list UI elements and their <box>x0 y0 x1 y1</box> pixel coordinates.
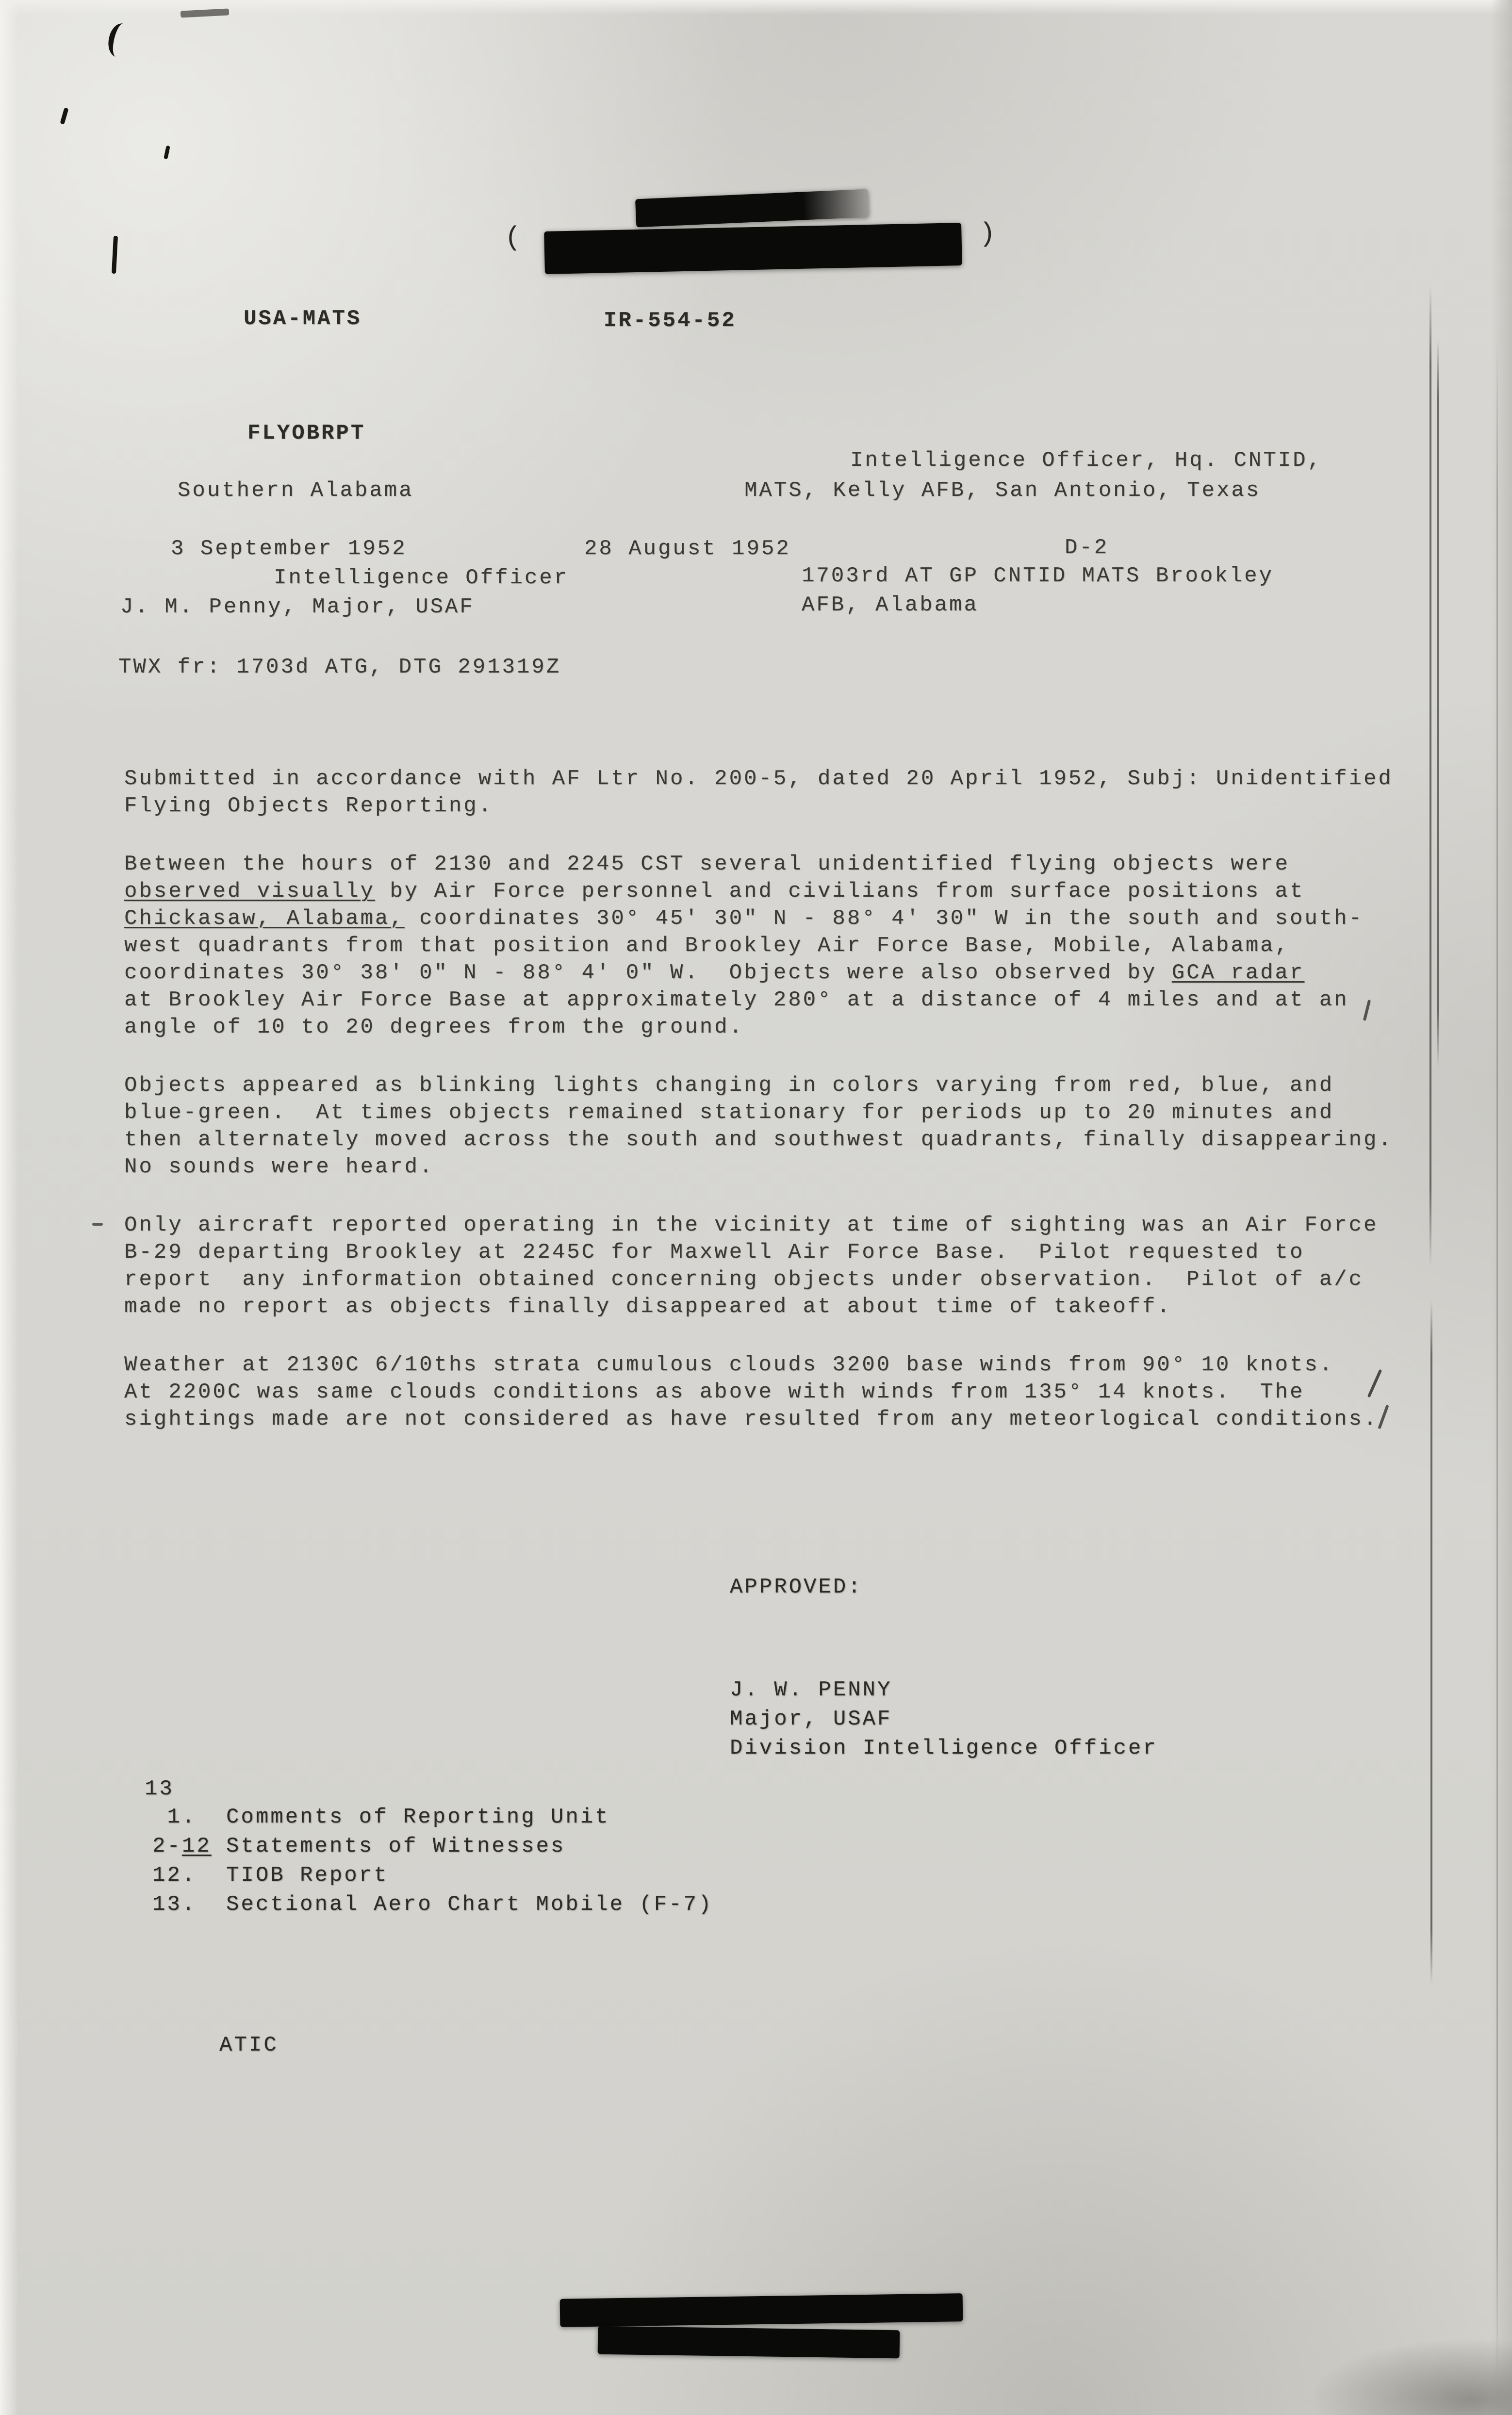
unit-line-2: AFB, Alabama <box>802 593 979 617</box>
text-line <box>124 1101 1444 1128</box>
twx-reference: TWX fr: 1703d ATG, DTG 291319Z <box>118 655 561 679</box>
redaction-bar-bottom-2 <box>598 2326 900 2359</box>
sighting-location: Southern Alabama <box>178 478 414 503</box>
scan-edge-right <box>1491 0 1512 2415</box>
footer-org: ATIC <box>219 2033 279 2057</box>
text-line <box>152 1892 713 1922</box>
text-segment: at Brookley Air Force Base at approximately 280° at a distance of 4 miles and at an <box>124 988 1349 1012</box>
text-line <box>124 1213 1444 1240</box>
text-segment: west quadrants from that position and Brookley Air Force Base, Mobile, Alabama, <box>124 934 1290 958</box>
text-segment: coordinates 30° 45' 30" N - 88° 4' 30" W in the south and south- <box>404 906 1364 931</box>
date-of-sighting: 28 August 1952 <box>584 537 791 561</box>
text-segment: sightings made are not considered as have resulted from any meteorlogical conditions. <box>124 1407 1379 1431</box>
underlined-text: Chickasaw, Alabama, <box>124 906 405 931</box>
text-line <box>124 1407 1444 1434</box>
text-segment: Flying Objects Reporting. <box>124 794 493 818</box>
text-line <box>124 934 1444 961</box>
text-segment: No sounds were heard. <box>124 1155 434 1179</box>
scan-line-artifact <box>1496 340 1498 2378</box>
text-line <box>152 1863 713 1892</box>
redaction-paren-left: ( <box>505 222 521 253</box>
text-segment: 1. Comments of Reporting Unit <box>152 1805 610 1829</box>
text-segment: Objects appeared as blinking lights changing in colors varying from red, blue, and <box>124 1073 1334 1098</box>
pen-mark <box>112 236 118 274</box>
text-line <box>124 1073 1444 1101</box>
unit-line-1: 1703rd AT GP CNTID MATS Brookley <box>802 564 1274 588</box>
underlined-text: GCA radar <box>1171 961 1305 985</box>
report-number: IR-554-52 <box>604 309 737 333</box>
text-line <box>124 1155 1444 1182</box>
text-line <box>124 767 1444 794</box>
text-line <box>124 1128 1444 1155</box>
text-segment: Weather at 2130C 6/10ths strata cumulous clouds 3200 base winds from 90° 10 knots. <box>124 1353 1334 1377</box>
paragraph <box>124 767 1444 821</box>
text-segment: Between the hours of 2130 and 2245 CST several unidentified flying objects were <box>124 852 1290 876</box>
text-segment: report any information obtained concerning objects under observation. Pilot of a/c <box>124 1267 1364 1292</box>
addressee-line-1: Intelligence Officer, Hq. CNTID, <box>850 448 1322 473</box>
org-label: USA-MATS <box>244 307 362 331</box>
text-segment: 2- <box>152 1834 182 1858</box>
report-type: FLYOBRPT <box>247 421 366 445</box>
signature-name: J. W. PENNY <box>730 1678 892 1702</box>
redaction-bar-bottom-1 <box>560 2293 963 2327</box>
enclosure-count: 13 <box>145 1777 174 1801</box>
preparing-officer: J. M. Penny, Major, USAF <box>120 595 475 619</box>
text-segment: then alternately moved across the south and southwest quadrants, finally disappearing. <box>124 1128 1393 1152</box>
text-segment: Statements of Witnesses <box>211 1834 566 1858</box>
pen-mark <box>164 145 170 159</box>
text-line <box>152 1805 713 1834</box>
text-segment: Only aircraft reported operating in the vicinity at time of sighting was an Air Force <box>124 1213 1379 1237</box>
text-line <box>124 1380 1444 1407</box>
text-segment: angle of 10 to 20 degrees from the ground. <box>124 1015 744 1039</box>
date-of-report: 3 September 1952 <box>171 537 407 561</box>
approved-label: APPROVED: <box>730 1575 863 1599</box>
text-segment: 12. TIOB Report <box>152 1863 389 1888</box>
pen-mark <box>60 107 68 124</box>
redaction-bar-top-1 <box>635 189 869 228</box>
text-segment: by Air Force personnel and civilians from surface positions at <box>375 879 1305 904</box>
addressee-line-2: MATS, Kelly AFB, San Antonio, Texas <box>744 478 1261 503</box>
paragraph <box>124 1213 1444 1322</box>
redaction-paren-right: ) <box>979 218 996 249</box>
text-line <box>124 794 1444 821</box>
text-segment: B-29 departing Brookley at 2245C for Maxwell Air Force Base. Pilot requested to <box>124 1240 1305 1265</box>
text-line <box>124 1353 1444 1380</box>
routing-symbol: D-2 <box>1065 536 1109 560</box>
text-line <box>124 1015 1444 1042</box>
text-segment: coordinates 30° 38' 0" N - 88° 4' 0" W. Objects were also observed by <box>124 961 1172 985</box>
scan-edge-left <box>0 0 18 2415</box>
signature-rank: Major, USAF <box>730 1707 892 1731</box>
officer-title: Intelligence Officer <box>274 566 569 590</box>
text-line <box>124 988 1444 1015</box>
text-segment: made no report as objects finally disappeared at about time of takeoff. <box>124 1295 1172 1319</box>
text-line <box>152 1834 713 1863</box>
text-line <box>124 1267 1444 1295</box>
text-segment: 13. Sectional Aero Chart Mobile (F-7) <box>152 1892 713 1917</box>
text-line <box>124 879 1444 906</box>
redaction-bar-top-2 <box>544 223 962 274</box>
signature-title: Division Intelligence Officer <box>730 1736 1158 1760</box>
document-body <box>124 767 1444 1465</box>
underlined-text: 12 <box>181 1834 212 1858</box>
pen-mark <box>92 1223 103 1226</box>
paragraph <box>124 1353 1444 1434</box>
text-line <box>124 906 1444 934</box>
text-segment: At 2200C was same clouds conditions as above with winds from 135° 14 knots. The <box>124 1380 1305 1404</box>
scan-corner-smudge <box>1308 2337 1512 2415</box>
paragraph <box>124 1073 1444 1182</box>
underlined-text: observed visually <box>124 879 375 904</box>
text-segment: Submitted in accordance with AF Ltr No. 200-5, dated 20 April 1952, Subj: Unidentified <box>124 767 1393 791</box>
text-line <box>124 852 1444 879</box>
enclosure-list <box>152 1805 713 1922</box>
text-line <box>124 1240 1444 1267</box>
text-line <box>124 961 1444 988</box>
text-segment: blue-green. At times objects remained stationary for periods up to 20 minutes and <box>124 1101 1334 1125</box>
text-line <box>124 1295 1444 1322</box>
paragraph <box>124 852 1444 1042</box>
pen-mark <box>105 21 134 60</box>
